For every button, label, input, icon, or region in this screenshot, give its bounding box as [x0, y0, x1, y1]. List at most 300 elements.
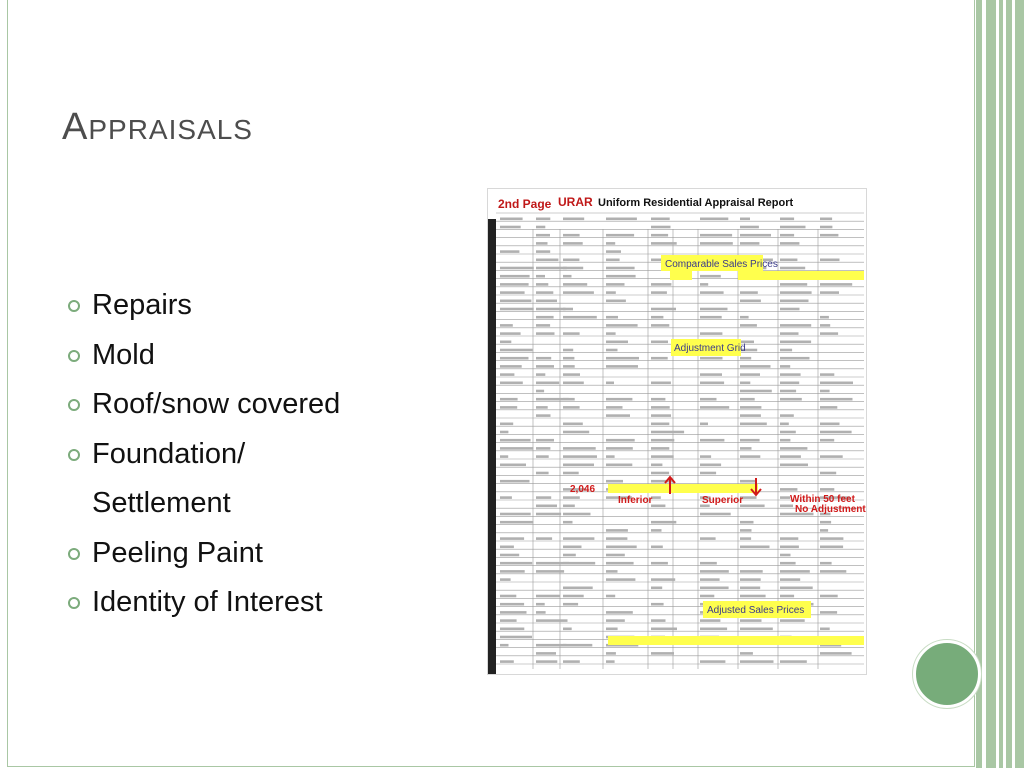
- highlight-gla: [608, 484, 758, 493]
- form-type-label: URAR: [558, 195, 593, 209]
- form-cell-text-mark: [500, 357, 529, 360]
- form-cell-text-mark: [563, 628, 572, 631]
- form-cell-text-mark: [740, 382, 750, 385]
- form-cell-text-mark: [651, 234, 668, 237]
- form-cell-text-mark: [606, 619, 625, 622]
- form-cell-text-mark: [563, 275, 572, 278]
- form-cell-text-mark: [651, 628, 677, 631]
- form-cell-text-mark: [780, 300, 809, 303]
- form-cell-text-mark: [780, 464, 808, 467]
- form-cell-text-mark: [740, 373, 760, 376]
- form-cell-text-mark: [820, 431, 852, 434]
- form-cell-text-mark: [700, 578, 720, 581]
- decor-stripe: [999, 0, 1003, 768]
- form-cell-text-mark: [536, 644, 567, 647]
- bullet-circle-icon: [68, 399, 80, 411]
- form-cell-text-mark: [536, 300, 557, 303]
- form-cell-text-mark: [500, 546, 514, 549]
- form-cell-text-mark: [700, 660, 725, 663]
- form-cell-text-mark: [820, 488, 834, 491]
- form-cell-text-mark: [700, 373, 722, 376]
- form-cell-text-mark: [700, 587, 729, 590]
- form-cell-text-mark: [820, 332, 838, 335]
- form-cell-text-mark: [563, 595, 584, 598]
- form-cell-text-mark: [536, 603, 545, 606]
- form-cell-text-mark: [740, 505, 765, 508]
- form-cell-text-mark: [780, 587, 813, 590]
- form-cell-text-mark: [500, 447, 533, 450]
- form-cell-text-mark: [740, 324, 757, 327]
- form-cell-text-mark: [780, 570, 810, 573]
- form-cell-text-mark: [500, 562, 532, 565]
- form-cell-text-mark: [606, 250, 621, 253]
- form-cell-text-mark: [780, 496, 790, 499]
- form-cell-text-mark: [500, 603, 524, 606]
- form-cell-text-mark: [500, 619, 517, 622]
- form-cell-text-mark: [651, 472, 669, 475]
- form-cell-text-mark: [651, 226, 671, 229]
- bullet-text: Repairs: [92, 289, 192, 321]
- form-cell-text-mark: [740, 628, 773, 631]
- form-cell-text-mark: [536, 537, 552, 540]
- form-cell-text-mark: [780, 546, 799, 549]
- form-cell-text-mark: [563, 472, 579, 475]
- form-report-title: Uniform Residential Appraisal Report: [598, 197, 794, 209]
- form-cell-text-mark: [780, 267, 805, 270]
- form-cell-text-mark: [651, 619, 666, 622]
- form-cell-text-mark: [606, 537, 627, 540]
- form-cell-text-mark: [740, 619, 762, 622]
- form-cell-text-mark: [606, 447, 633, 450]
- form-cell-text-mark: [500, 660, 514, 663]
- form-cell-text-mark: [651, 324, 669, 327]
- form-cell-text-mark: [700, 513, 731, 516]
- form-cell-text-mark: [563, 218, 584, 221]
- form-cell-text-mark: [651, 423, 669, 426]
- form-cell-text-mark: [740, 218, 750, 221]
- form-cell-text-mark: [606, 275, 636, 278]
- form-cell-text-mark: [780, 578, 800, 581]
- highlight-sale-price: [670, 271, 692, 280]
- bullet-circle-icon: [68, 597, 80, 609]
- form-cell-text-mark: [606, 406, 623, 409]
- form-cell-text-mark: [563, 521, 573, 524]
- form-cell-text-mark: [563, 349, 573, 352]
- form-cell-text-mark: [820, 283, 852, 286]
- bullet-item-continuation: [62, 479, 340, 529]
- form-cell-text-mark: [780, 414, 794, 417]
- form-cell-text-mark: [536, 505, 557, 508]
- form-cell-text-mark: [500, 382, 523, 385]
- form-cell-text-mark: [700, 406, 729, 409]
- form-cell-text-mark: [500, 496, 512, 499]
- form-cell-text-mark: [740, 529, 752, 532]
- form-cell-text-mark: [740, 570, 763, 573]
- form-cell-text-mark: [536, 660, 557, 663]
- highlight-adjusted-price: [608, 636, 864, 645]
- form-cell-text-mark: [563, 406, 580, 409]
- form-cell-text-mark: [820, 529, 828, 532]
- form-cell-text-mark: [780, 332, 799, 335]
- form-cell-text-mark: [740, 390, 772, 393]
- form-cell-text-mark: [500, 455, 508, 458]
- form-cell-text-mark: [500, 570, 525, 573]
- form-cell-text-mark: [700, 619, 720, 622]
- form-cell-text-mark: [606, 291, 616, 294]
- form-cell-text-mark: [820, 595, 838, 598]
- form-cell-text-mark: [606, 554, 625, 557]
- form-cell-text-mark: [536, 234, 550, 237]
- form-cell-text-mark: [820, 570, 846, 573]
- form-cell-text-mark: [500, 300, 531, 303]
- form-cell-text-mark: [500, 521, 533, 524]
- form-cell-text-mark: [820, 521, 831, 524]
- form-cell-text-mark: [780, 439, 790, 442]
- form-cell-text-mark: [700, 423, 708, 426]
- form-cell-text-mark: [536, 439, 554, 442]
- form-cell-text-mark: [780, 357, 810, 360]
- form-cell-text-mark: [820, 398, 853, 401]
- form-cell-text-mark: [606, 365, 638, 368]
- form-cell-fills: [500, 218, 853, 663]
- form-cell-text-mark: [780, 562, 796, 565]
- form-cell-text-mark: [820, 562, 832, 565]
- form-cell-text-mark: [740, 291, 758, 294]
- bullet-item: [62, 529, 340, 579]
- form-cell-text-mark: [700, 275, 721, 278]
- form-cell-text-mark: [740, 652, 753, 655]
- form-cell-text-mark: [563, 554, 576, 557]
- form-cell-text-mark: [651, 242, 677, 245]
- form-cell-text-mark: [536, 496, 551, 499]
- form-cell-text-mark: [780, 259, 797, 262]
- bullet-circle-icon: [68, 350, 80, 362]
- form-cell-text-mark: [563, 398, 575, 401]
- form-cell-text-mark: [563, 505, 575, 508]
- form-cell-text-mark: [500, 611, 527, 614]
- bullet-circle-icon: [68, 300, 80, 312]
- form-cell-text-mark: [563, 267, 583, 270]
- form-cell-text-mark: [651, 439, 674, 442]
- form-cell-text-mark: [563, 447, 596, 450]
- form-cell-text-mark: [563, 660, 580, 663]
- form-cell-text-mark: [740, 546, 770, 549]
- form-cell-text-mark: [536, 570, 564, 573]
- markup-superior: Superior: [702, 495, 744, 506]
- form-cell-text-mark: [500, 250, 519, 253]
- form-cell-text-mark: [700, 242, 733, 245]
- form-cell-text-mark: [500, 537, 524, 540]
- form-cell-text-mark: [536, 250, 550, 253]
- form-cell-text-mark: [500, 431, 508, 434]
- form-cell-text-mark: [780, 455, 801, 458]
- form-cell-text-mark: [700, 570, 729, 573]
- form-cell-text-mark: [606, 570, 618, 573]
- form-cell-text-mark: [651, 464, 662, 467]
- form-cell-text-mark: [780, 341, 811, 344]
- form-cell-text-mark: [606, 660, 615, 663]
- form-cell-text-mark: [536, 365, 554, 368]
- form-cell-text-mark: [651, 496, 661, 499]
- form-cell-text-mark: [651, 652, 674, 655]
- form-cell-text-mark: [536, 373, 545, 376]
- form-cell-text-mark: [606, 595, 615, 598]
- form-cell-text-mark: [820, 439, 834, 442]
- form-cell-text-mark: [700, 332, 722, 335]
- slide-title-initial: A: [62, 106, 89, 148]
- form-cell-text-mark: [606, 628, 618, 631]
- form-cell-text-mark: [500, 349, 533, 352]
- form-cell-text-mark: [780, 234, 794, 237]
- form-cell-text-mark: [536, 267, 567, 270]
- slide-title: [62, 106, 253, 149]
- form-cell-text-mark: [536, 390, 544, 393]
- form-cell-text-mark: [606, 324, 638, 327]
- appraisal-form-svg: [488, 189, 866, 674]
- form-cell-text-mark: [500, 226, 521, 229]
- form-cell-text-mark: [700, 283, 708, 286]
- form-cell-text-mark: [651, 578, 675, 581]
- form-cell-text-mark: [780, 382, 799, 385]
- form-cell-text-mark: [700, 308, 728, 311]
- form-cell-text-mark: [500, 644, 509, 647]
- form-cell-text-mark: [780, 373, 801, 376]
- form-cell-text-mark: [820, 234, 838, 237]
- form-cell-text-mark: [740, 357, 751, 360]
- form-cell-text-mark: [651, 455, 674, 458]
- form-cell-text-mark: [740, 423, 767, 426]
- form-cell-text-mark: [651, 529, 662, 532]
- form-cell-text-mark: [700, 439, 724, 442]
- form-cell-text-mark: [780, 283, 807, 286]
- form-cell-text-mark: [820, 226, 832, 229]
- form-cell-text-mark: [700, 537, 716, 540]
- form-cell-text-mark: [606, 341, 628, 344]
- form-cell-text-mark: [651, 341, 668, 344]
- form-cell-text-mark: [740, 406, 761, 409]
- form-cell-text-mark: [500, 324, 513, 327]
- form-cell-text-mark: [606, 259, 620, 262]
- form-cell-text-mark: [500, 291, 525, 294]
- form-cell-text-mark: [500, 464, 526, 467]
- form-cell-text-mark: [780, 423, 789, 426]
- form-cell-text-mark: [740, 439, 760, 442]
- form-cell-text-mark: [740, 587, 760, 590]
- form-cell-text-mark: [651, 291, 667, 294]
- form-cell-text-mark: [700, 357, 723, 360]
- form-cell-text-mark: [740, 578, 761, 581]
- decor-circle: [913, 640, 981, 708]
- bullet-text: Settlement: [92, 487, 231, 519]
- form-cell-text-mark: [606, 529, 628, 532]
- form-cell-text-mark: [563, 496, 580, 499]
- form-cell-text-mark: [820, 218, 832, 221]
- form-cell-text-mark: [820, 324, 830, 327]
- form-cell-text-mark: [606, 349, 618, 352]
- form-cell-text-mark: [500, 636, 532, 639]
- form-cell-text-mark: [563, 291, 594, 294]
- form-cell-text-mark: [536, 595, 560, 598]
- form-cell-text-mark: [536, 332, 555, 335]
- form-cell-text-mark: [740, 242, 759, 245]
- form-cell-text-mark: [536, 283, 548, 286]
- form-cell-text-mark: [500, 373, 514, 376]
- form-cell-text-mark: [651, 546, 663, 549]
- form-cell-text-mark: [700, 464, 721, 467]
- form-cell-text-mark: [820, 652, 852, 655]
- form-cell-text-mark: [740, 455, 760, 458]
- form-cell-text-mark: [606, 218, 637, 221]
- form-cell-text-mark: [780, 291, 812, 294]
- form-cell-text-mark: [536, 275, 545, 278]
- form-cell-text-mark: [820, 291, 839, 294]
- form-cell-text-mark: [500, 267, 534, 270]
- form-cell-text-mark: [780, 431, 796, 434]
- form-cell-text-mark: [651, 283, 671, 286]
- form-cell-text-mark: [820, 316, 829, 319]
- form-cell-text-mark: [700, 595, 714, 598]
- form-cell-text-mark: [500, 480, 530, 483]
- form-binding-strip: [488, 219, 496, 674]
- note-adjusted-sales-text: Adjusted Sales Prices: [707, 605, 805, 616]
- form-cell-text-mark: [500, 332, 521, 335]
- form-cell-text-mark: [740, 595, 766, 598]
- form-cell-text-mark: [820, 611, 837, 614]
- form-cell-text-mark: [820, 455, 843, 458]
- form-cell-text-mark: [606, 578, 635, 581]
- form-cell-text-mark: [500, 595, 516, 598]
- form-cell-text-mark: [740, 398, 755, 401]
- form-cell-text-mark: [536, 513, 561, 516]
- form-cell-text-mark: [563, 283, 587, 286]
- form-cell-text-mark: [536, 611, 546, 614]
- form-cell-text-mark: [606, 357, 639, 360]
- form-cell-text-mark: [700, 316, 722, 319]
- form-cell-text-mark: [740, 234, 771, 237]
- form-cell-text-mark: [536, 308, 566, 311]
- form-cell-text-mark: [780, 660, 807, 663]
- note-adjustment-grid-text: Adjustment Grid: [674, 343, 746, 354]
- bullet-list: [62, 281, 340, 628]
- form-cell-text-mark: [651, 308, 676, 311]
- form-cell-text-mark: [606, 546, 637, 549]
- form-cell-text-mark: [606, 611, 633, 614]
- form-cell-text-mark: [606, 300, 626, 303]
- form-cell-text-mark: [536, 472, 549, 475]
- form-cell-text-mark: [563, 546, 582, 549]
- form-cell-text-mark: [606, 480, 623, 483]
- bullet-item: [62, 331, 340, 381]
- form-cell-text-mark: [563, 365, 575, 368]
- form-cell-text-mark: [700, 628, 727, 631]
- form-cell-text-mark: [606, 652, 616, 655]
- form-cell-text-mark: [780, 218, 794, 221]
- decor-stripe: [1006, 0, 1012, 768]
- bullet-item: [62, 281, 340, 331]
- bullet-item: [62, 430, 340, 480]
- form-cell-text-mark: [651, 521, 676, 524]
- form-cell-text-mark: [700, 472, 716, 475]
- form-cell-text-mark: [563, 382, 584, 385]
- form-cell-text-mark: [740, 480, 756, 483]
- form-cell-text-mark: [780, 242, 799, 245]
- form-cell-text-mark: [536, 406, 548, 409]
- form-cell-text-mark: [651, 218, 670, 221]
- form-cell-text-mark: [606, 267, 635, 270]
- highlight-sale-price: [738, 271, 864, 280]
- decor-stripe: [986, 0, 996, 768]
- form-cell-text-mark: [606, 316, 618, 319]
- form-cell-text-mark: [740, 447, 752, 450]
- markup-no-adjustment: No Adjustment: [795, 504, 866, 515]
- form-cell-text-mark: [500, 628, 524, 631]
- form-cell-text-mark: [563, 234, 580, 237]
- form-cell-text-mark: [780, 537, 798, 540]
- form-cell-text-mark: [651, 505, 665, 508]
- form-cell-text-mark: [606, 398, 632, 401]
- bullet-text: Peeling Paint: [92, 536, 263, 569]
- appraisal-form-image: [487, 188, 867, 675]
- form-cell-text-mark: [563, 332, 580, 335]
- form-cell-text-mark: [500, 275, 530, 278]
- form-cell-text-mark: [606, 332, 616, 335]
- form-cell-text-mark: [651, 406, 670, 409]
- form-cell-text-mark: [563, 537, 594, 540]
- form-cell-text-mark: [536, 226, 545, 229]
- form-cell-text-mark: [563, 603, 578, 606]
- form-cell-text-mark: [536, 619, 568, 622]
- form-cell-text-mark: [606, 283, 625, 286]
- form-cell-text-mark: [740, 414, 761, 417]
- form-cell-text-mark: [780, 595, 794, 598]
- form-cell-text-mark: [536, 291, 553, 294]
- form-cell-text-mark: [500, 439, 531, 442]
- form-cell-text-mark: [740, 316, 749, 319]
- markup-gla-value: 2,046: [570, 484, 596, 495]
- note-comparable-sales-text: Comparable Sales Prices: [665, 259, 778, 270]
- form-cell-text-mark: [536, 447, 550, 450]
- form-cell-text-mark: [563, 423, 583, 426]
- form-cell-text-mark: [500, 218, 523, 221]
- form-cell-text-mark: [651, 603, 664, 606]
- form-cell-text-mark: [500, 513, 531, 516]
- form-cell-text-mark: [651, 316, 663, 319]
- bullet-item: [62, 578, 340, 628]
- form-cell-text-mark: [563, 644, 592, 647]
- form-cell-text-mark: [563, 464, 594, 467]
- form-cell-text-mark: [780, 619, 805, 622]
- form-cell-text-mark: [820, 259, 840, 262]
- form-cell-text-mark: [536, 259, 558, 262]
- form-cell-text-mark: [780, 447, 807, 450]
- form-cell-text-mark: [820, 472, 836, 475]
- form-cell-text-mark: [606, 439, 635, 442]
- form-cell-text-mark: [536, 652, 556, 655]
- form-cell-text-mark: [563, 316, 597, 319]
- form-cell-text-mark: [606, 414, 630, 417]
- form-cell-text-mark: [780, 365, 790, 368]
- form-cell-text-mark: [563, 308, 573, 311]
- form-cell-text-mark: [700, 562, 717, 565]
- form-cell-text-mark: [563, 513, 591, 516]
- decor-stripe: [1015, 0, 1024, 768]
- form-cell-text-mark: [651, 447, 669, 450]
- form-cell-text-mark: [780, 308, 800, 311]
- form-cell-text-mark: [536, 242, 548, 245]
- form-cell-text-mark: [700, 291, 724, 294]
- form-cell-text-mark: [536, 414, 551, 417]
- form-cell-text-mark: [500, 308, 534, 311]
